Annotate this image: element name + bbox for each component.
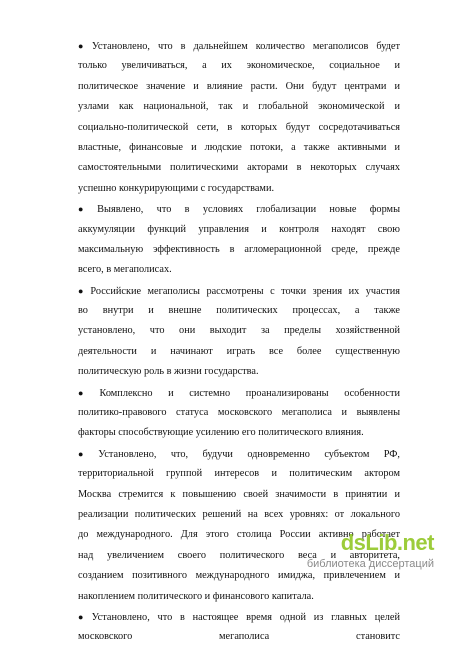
text-line: [78, 362, 400, 382]
text-line: [78, 281, 400, 301]
text-line: [78, 464, 400, 484]
bullet-icon: ●: [78, 204, 95, 215]
line-text: Установлено, что в дальнейшем количество мегаполисов будет: [91, 41, 400, 52]
line-text: только увеличиваться, а их экономическое, социальное и: [78, 60, 400, 72]
line-text: Установлено, что в настоящее время одной из главных целей: [91, 611, 400, 623]
line-text: территориальной группой интересов и политическим актором: [78, 468, 400, 480]
dslib-watermark: [306, 530, 434, 578]
line-text: успешно конкурирующими с государствами.: [78, 182, 275, 194]
line-text: созданием позитивного международного имиджа, привлечением и: [78, 570, 400, 582]
line-text: властные, финансовые и людские потоки, а также активными и: [78, 141, 400, 153]
text-line: [78, 36, 400, 56]
line-text: до международного. Для этого столица России активно работает: [78, 529, 400, 541]
line-text: во внутри и внешне политических процессах, а также: [78, 305, 400, 317]
bullet-icon: ●: [78, 41, 89, 51]
text-line: [78, 158, 400, 178]
text-line: [78, 423, 400, 443]
line-text: реализации политических решений на всех уровнях: от локального: [78, 508, 400, 520]
text-line: [78, 220, 400, 240]
watermark-subtitle: библиотека диссертаций: [306, 558, 434, 570]
text-line: [78, 383, 400, 403]
text-line: [78, 505, 400, 525]
line-text: Установлено, что, будучи одновременно субъектом РФ,: [98, 448, 400, 460]
line-text: самостоятельными политическими акторами в некоторых случаях: [78, 162, 400, 174]
bullet-icon: ●: [78, 611, 89, 622]
line-text: Российские мегаполисы рассмотрены с точки зрения их участия: [90, 285, 400, 297]
line-text: накоплением политического и финансового капитала.: [78, 590, 314, 602]
text-line: [78, 240, 400, 260]
text-line: [78, 403, 400, 423]
text-line: [78, 321, 400, 341]
line-text: максимальную эффективность в агломерационной среде, прежде: [78, 243, 400, 255]
bullet-icon: ●: [78, 387, 97, 398]
text-line: [78, 627, 400, 647]
line-text: политическое значение и влияние расти. Они будут центрами и: [78, 80, 400, 92]
text-line: [78, 77, 400, 97]
line-text: факторы способствующие усилению его политического влияния.: [78, 427, 364, 439]
text-line: [78, 138, 400, 158]
line-text: Выявлено, что в условиях глобализации новые формы: [97, 204, 400, 216]
text-line: [78, 97, 400, 117]
line-text: социально-политической сети, в которых будут сосредотачиваться: [78, 121, 400, 133]
text-line: [78, 485, 400, 505]
text-line: [78, 118, 400, 138]
text-line: [78, 444, 400, 464]
watermark-logo: dsLib.net: [340, 530, 434, 555]
line-text: деятельности и начинают играть все более существенную: [78, 345, 400, 357]
text-line: [78, 56, 400, 76]
text-line: [78, 301, 400, 321]
line-text: всего, в мегаполисах.: [78, 264, 172, 276]
text-line: [78, 179, 400, 199]
line-text: установлено, что они выходит за пределы хозяйственной: [78, 325, 400, 337]
line-text: аккумуляции функций управления и контроля находят свою: [78, 223, 400, 235]
text-line: [78, 342, 400, 362]
text-line: [78, 199, 400, 219]
line-text: московского мегаполиса становитс: [78, 631, 400, 643]
line-text: Москва стремится к повышению своей значимости в принятии и: [78, 488, 400, 500]
text-line: [78, 607, 400, 627]
text-line: [78, 260, 400, 280]
text-line: [78, 587, 400, 607]
line-text: над увеличением своего политического веса и авторитета,: [78, 549, 400, 561]
bullet-icon: ●: [78, 285, 88, 296]
line-text: узлами как национальной, так и глобальной экономической и: [78, 101, 400, 113]
line-text: политическую роль в жизни государства.: [78, 366, 259, 378]
bullet-icon: ●: [78, 448, 96, 459]
line-text: политико-правового статуса московского мегаполиса и выявлены: [78, 407, 400, 419]
line-text: Комплексно и системно проанализированы особенности: [99, 387, 400, 399]
